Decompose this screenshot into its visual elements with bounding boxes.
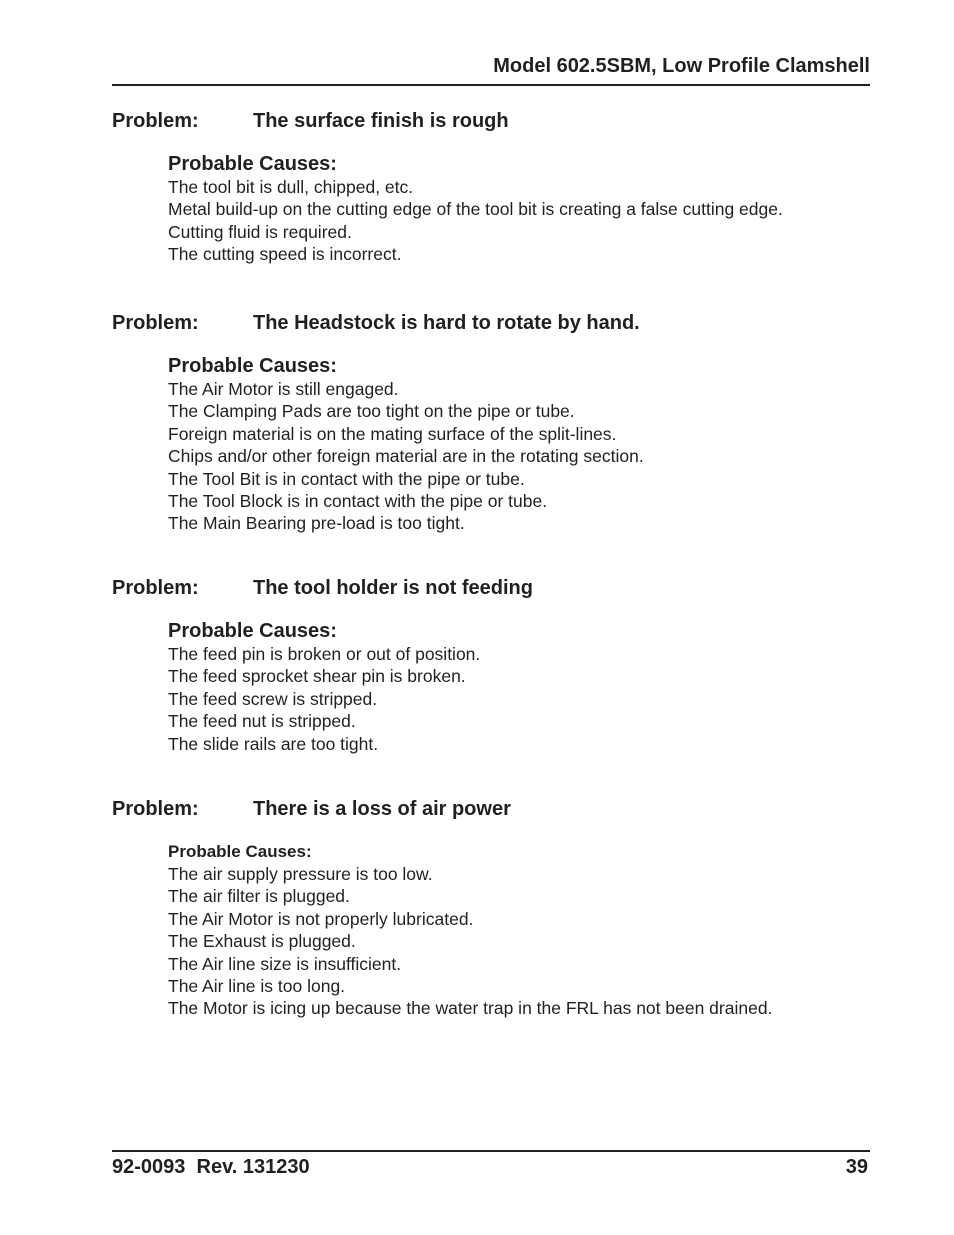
problem-title: The Headstock is hard to rotate by hand. (253, 312, 640, 334)
problem-label: Problem: (112, 577, 199, 599)
cause-item: The air filter is plugged. (168, 886, 350, 907)
cause-list (168, 643, 870, 755)
problem-label: Problem: (112, 798, 199, 820)
cause-item: Foreign material is on the mating surface of the split-lines. (168, 423, 617, 444)
cause-item: The Air Motor is not properly lubricated. (168, 908, 474, 929)
problem-title: The surface finish is rough (253, 110, 509, 132)
problem-section-headstock (112, 309, 870, 535)
cause-item: The Air Motor is still engaged. (168, 379, 399, 399)
problem-section-surface-finish (112, 107, 870, 266)
cause-item: Cutting fluid is required. (168, 221, 352, 242)
cause-item: The Tool Block is in contact with the pipe or tube. (168, 491, 548, 512)
cause-item: The Clamping Pads are too tight on the pipe or tube. (168, 401, 575, 422)
cause-item: The tool bit is dull, chipped, etc. (168, 177, 414, 197)
cause-item: The cutting speed is incorrect. (168, 244, 402, 265)
cause-item: The slide rails are too tight. (168, 733, 379, 754)
probable-causes-heading: Probable Causes: (168, 842, 312, 861)
cause-item: The feed screw is stripped. (168, 688, 378, 709)
cause-item: The Tool Bit is in contact with the pipe or tube. (168, 468, 525, 489)
cause-item: The feed pin is broken or out of position. (168, 644, 481, 664)
problem-title: There is a loss of air power (253, 798, 511, 820)
cause-item: The feed sprocket shear pin is broken. (168, 666, 466, 687)
problem-label: Problem: (112, 110, 199, 132)
page-header-title: Model 602.5SBM, Low Profile Clamshell (493, 55, 870, 77)
probable-causes-heading: Probable Causes: (168, 620, 337, 642)
cause-item: The Motor is icing up because the water trap in the FRL has not been drained. (168, 998, 773, 1019)
header-rule (112, 84, 870, 86)
cause-item: Metal build-up on the cutting edge of the tool bit is creating a false cutting edge. (168, 199, 783, 220)
footer-rule (112, 1150, 870, 1152)
cause-list (168, 176, 870, 266)
problem-section-air-power (112, 795, 870, 1020)
problem-row (112, 795, 870, 823)
problem-section-tool-holder (112, 574, 870, 755)
problem-row (112, 574, 870, 602)
cause-item: The Exhaust is plugged. (168, 931, 356, 952)
footer-page-number: 39 (845, 1156, 868, 1178)
probable-causes-heading: Probable Causes: (168, 153, 337, 175)
cause-item: The Main Bearing pre-load is too tight. (168, 513, 465, 534)
problem-title: The tool holder is not feeding (253, 577, 533, 599)
problem-row (112, 107, 870, 135)
cause-item: Chips and/or other foreign material are in the rotating section. (168, 446, 644, 467)
cause-list (168, 863, 870, 1020)
problem-label: Problem: (112, 312, 199, 334)
footer-doc-number: 92-0093 Rev. 131230 (112, 1156, 310, 1178)
probable-causes-heading: Probable Causes: (168, 355, 337, 377)
problem-row (112, 309, 870, 337)
cause-item: The Air line is too long. (168, 976, 346, 997)
cause-item: The Air line size is insufficient. (168, 953, 402, 974)
cause-list (168, 378, 870, 535)
cause-item: The air supply pressure is too low. (168, 864, 433, 884)
cause-item: The feed nut is stripped. (168, 711, 356, 732)
